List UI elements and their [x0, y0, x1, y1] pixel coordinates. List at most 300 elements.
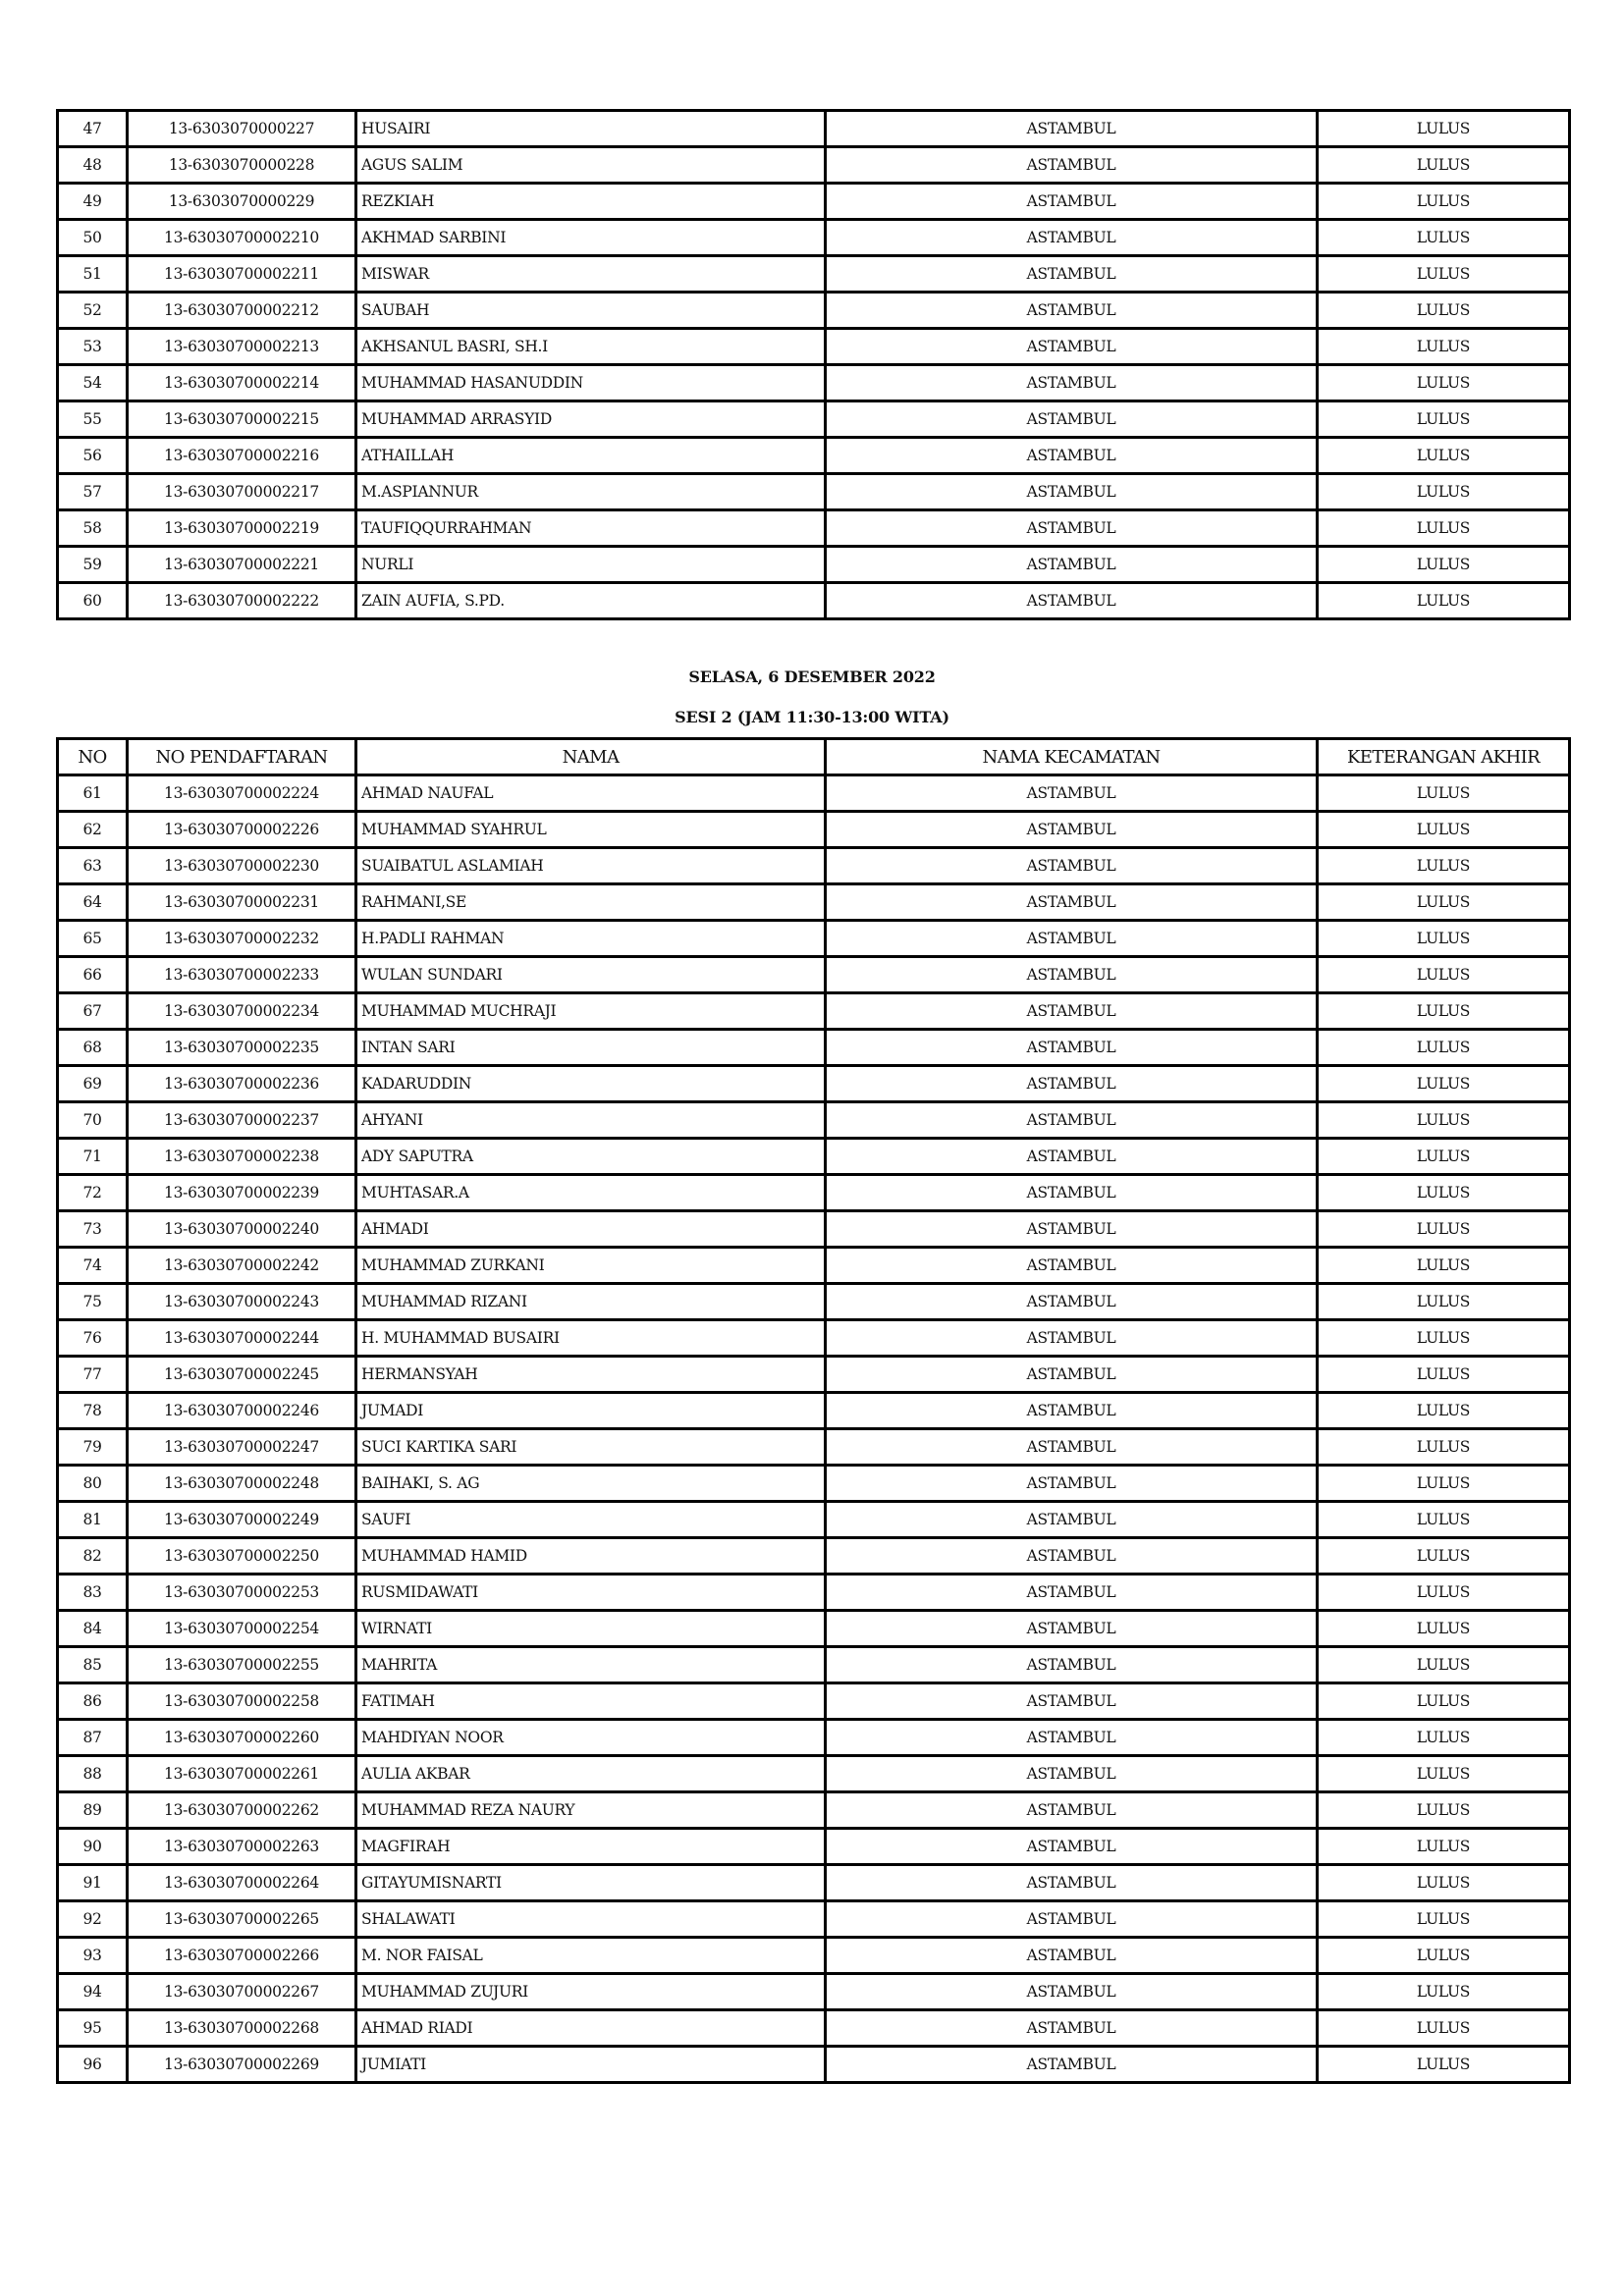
cell-no: 47	[58, 111, 128, 147]
cell-registration-number: 13-63030700002211	[128, 256, 356, 293]
cell-final-status: LULUS	[1318, 1284, 1570, 1320]
table-row	[58, 1175, 1570, 1211]
cell-final-status: LULUS	[1318, 583, 1570, 619]
cell-no: 80	[58, 1466, 128, 1502]
cell-name: WULAN SUNDARI	[356, 957, 826, 993]
table-row	[58, 921, 1570, 957]
cell-registration-number: 13-63030700002221	[128, 547, 356, 583]
column-header-no: NO	[58, 739, 128, 775]
table-row	[58, 329, 1570, 365]
cell-district: ASTAMBUL	[826, 1139, 1318, 1175]
cell-no: 63	[58, 848, 128, 884]
cell-final-status: LULUS	[1318, 1466, 1570, 1502]
cell-district: ASTAMBUL	[826, 365, 1318, 401]
cell-name: ATHAILLAH	[356, 438, 826, 474]
cell-district: ASTAMBUL	[826, 775, 1318, 812]
cell-registration-number: 13-63030700002231	[128, 884, 356, 921]
cell-district: ASTAMBUL	[826, 2047, 1318, 2083]
cell-district: ASTAMBUL	[826, 547, 1318, 583]
cell-district: ASTAMBUL	[826, 583, 1318, 619]
cell-registration-number: 13-63030700002240	[128, 1211, 356, 1248]
cell-final-status: LULUS	[1318, 1938, 1570, 1974]
cell-final-status: LULUS	[1318, 1320, 1570, 1357]
cell-district: ASTAMBUL	[826, 111, 1318, 147]
table-row	[58, 510, 1570, 547]
cell-district: ASTAMBUL	[826, 2010, 1318, 2047]
cell-final-status: LULUS	[1318, 111, 1570, 147]
cell-registration-number: 13-63030700002222	[128, 583, 356, 619]
cell-name: JUMIATI	[356, 2047, 826, 2083]
table-header-row	[58, 739, 1570, 775]
cell-no: 91	[58, 1865, 128, 1901]
table-row	[58, 1683, 1570, 1720]
column-header-name: NAMA	[356, 739, 826, 775]
table-row	[58, 1901, 1570, 1938]
table-row	[58, 547, 1570, 583]
cell-no: 88	[58, 1756, 128, 1792]
cell-district: ASTAMBUL	[826, 1102, 1318, 1139]
results-table-session-1-continued	[56, 109, 1571, 620]
cell-name: MUHTASAR.A	[356, 1175, 826, 1211]
cell-name: MUHAMMAD RIZANI	[356, 1284, 826, 1320]
cell-district: ASTAMBUL	[826, 848, 1318, 884]
cell-registration-number: 13-63030700002236	[128, 1066, 356, 1102]
cell-no: 73	[58, 1211, 128, 1248]
cell-final-status: LULUS	[1318, 438, 1570, 474]
cell-final-status: LULUS	[1318, 2047, 1570, 2083]
cell-no: 82	[58, 1538, 128, 1575]
cell-no: 81	[58, 1502, 128, 1538]
cell-district: ASTAMBUL	[826, 510, 1318, 547]
cell-final-status: LULUS	[1318, 1139, 1570, 1175]
table-row	[58, 365, 1570, 401]
cell-no: 95	[58, 2010, 128, 2047]
cell-name: AHMAD RIADI	[356, 2010, 826, 2047]
cell-no: 58	[58, 510, 128, 547]
cell-final-status: LULUS	[1318, 1102, 1570, 1139]
table-row	[58, 775, 1570, 812]
cell-final-status: LULUS	[1318, 993, 1570, 1030]
cell-registration-number: 13-6303070000228	[128, 147, 356, 184]
cell-final-status: LULUS	[1318, 256, 1570, 293]
cell-district: ASTAMBUL	[826, 957, 1318, 993]
cell-no: 59	[58, 547, 128, 583]
cell-name: M.ASPIANNUR	[356, 474, 826, 510]
cell-district: ASTAMBUL	[826, 1974, 1318, 2010]
table-row	[58, 2010, 1570, 2047]
table-row	[58, 1284, 1570, 1320]
cell-district: ASTAMBUL	[826, 1284, 1318, 1320]
cell-name: MUHAMMAD ZUJURI	[356, 1974, 826, 2010]
cell-district: ASTAMBUL	[826, 1429, 1318, 1466]
cell-name: AKHSANUL BASRI, SH.I	[356, 329, 826, 365]
cell-no: 48	[58, 147, 128, 184]
cell-registration-number: 13-63030700002226	[128, 812, 356, 848]
cell-no: 66	[58, 957, 128, 993]
cell-final-status: LULUS	[1318, 365, 1570, 401]
cell-registration-number: 13-63030700002212	[128, 293, 356, 329]
cell-registration-number: 13-63030700002245	[128, 1357, 356, 1393]
cell-district: ASTAMBUL	[826, 293, 1318, 329]
cell-registration-number: 13-63030700002254	[128, 1611, 356, 1647]
table-row	[58, 1211, 1570, 1248]
cell-no: 78	[58, 1393, 128, 1429]
cell-final-status: LULUS	[1318, 1357, 1570, 1393]
column-header-registration-number: NO PENDAFTARAN	[128, 739, 356, 775]
table-row	[58, 256, 1570, 293]
cell-no: 67	[58, 993, 128, 1030]
cell-registration-number: 13-63030700002243	[128, 1284, 356, 1320]
cell-no: 50	[58, 220, 128, 256]
cell-district: ASTAMBUL	[826, 1792, 1318, 1829]
table-row	[58, 220, 1570, 256]
cell-district: ASTAMBUL	[826, 1865, 1318, 1901]
table-row	[58, 474, 1570, 510]
cell-no: 94	[58, 1974, 128, 2010]
cell-name: MAHDIYAN NOOR	[356, 1720, 826, 1756]
cell-no: 52	[58, 293, 128, 329]
results-table-body	[58, 775, 1570, 2083]
cell-no: 76	[58, 1320, 128, 1357]
cell-name: MAHRITA	[356, 1647, 826, 1683]
cell-no: 87	[58, 1720, 128, 1756]
cell-no: 53	[58, 329, 128, 365]
cell-registration-number: 13-63030700002230	[128, 848, 356, 884]
table-row	[58, 1829, 1570, 1865]
cell-final-status: LULUS	[1318, 1720, 1570, 1756]
cell-registration-number: 13-63030700002216	[128, 438, 356, 474]
cell-registration-number: 13-63030700002267	[128, 1974, 356, 2010]
table-row	[58, 1575, 1570, 1611]
cell-final-status: LULUS	[1318, 329, 1570, 365]
table-row	[58, 1611, 1570, 1647]
cell-no: 96	[58, 2047, 128, 2083]
cell-district: ASTAMBUL	[826, 1393, 1318, 1429]
table-row	[58, 1066, 1570, 1102]
cell-no: 60	[58, 583, 128, 619]
cell-district: ASTAMBUL	[826, 1538, 1318, 1575]
cell-final-status: LULUS	[1318, 812, 1570, 848]
cell-final-status: LULUS	[1318, 1611, 1570, 1647]
cell-no: 54	[58, 365, 128, 401]
table-row	[58, 1756, 1570, 1792]
session-heading: SESI 2 (JAM 11:30-13:00 WITA)	[675, 708, 949, 726]
cell-district: ASTAMBUL	[826, 1683, 1318, 1720]
cell-district: ASTAMBUL	[826, 147, 1318, 184]
cell-district: ASTAMBUL	[826, 1030, 1318, 1066]
cell-final-status: LULUS	[1318, 1538, 1570, 1575]
table-row	[58, 1502, 1570, 1538]
cell-district: ASTAMBUL	[826, 1320, 1318, 1357]
cell-district: ASTAMBUL	[826, 1357, 1318, 1393]
cell-registration-number: 13-63030700002258	[128, 1683, 356, 1720]
cell-district: ASTAMBUL	[826, 884, 1318, 921]
cell-registration-number: 13-6303070000227	[128, 111, 356, 147]
cell-final-status: LULUS	[1318, 2010, 1570, 2047]
cell-registration-number: 13-63030700002263	[128, 1829, 356, 1865]
cell-name: ZAIN AUFIA, S.PD.	[356, 583, 826, 619]
cell-no: 77	[58, 1357, 128, 1393]
table-row	[58, 293, 1570, 329]
cell-name: WIRNATI	[356, 1611, 826, 1647]
cell-district: ASTAMBUL	[826, 921, 1318, 957]
cell-district: ASTAMBUL	[826, 1829, 1318, 1865]
cell-final-status: LULUS	[1318, 401, 1570, 438]
cell-name: AGUS SALIM	[356, 147, 826, 184]
cell-name: INTAN SARI	[356, 1030, 826, 1066]
table-row	[58, 1792, 1570, 1829]
cell-registration-number: 13-63030700002237	[128, 1102, 356, 1139]
cell-registration-number: 13-63030700002239	[128, 1175, 356, 1211]
results-table-session-2	[56, 737, 1571, 2084]
cell-final-status: LULUS	[1318, 1175, 1570, 1211]
cell-registration-number: 13-63030700002232	[128, 921, 356, 957]
table-row	[58, 993, 1570, 1030]
table-row	[58, 401, 1570, 438]
cell-name: KADARUDDIN	[356, 1066, 826, 1102]
cell-registration-number: 13-63030700002217	[128, 474, 356, 510]
cell-final-status: LULUS	[1318, 884, 1570, 921]
cell-no: 70	[58, 1102, 128, 1139]
date-heading: SELASA, 6 DESEMBER 2022	[688, 667, 936, 686]
cell-name: AHYANI	[356, 1102, 826, 1139]
cell-final-status: LULUS	[1318, 1393, 1570, 1429]
cell-registration-number: 13-6303070000229	[128, 184, 356, 220]
cell-no: 74	[58, 1248, 128, 1284]
table-row	[58, 583, 1570, 619]
cell-no: 51	[58, 256, 128, 293]
cell-no: 49	[58, 184, 128, 220]
cell-district: ASTAMBUL	[826, 1756, 1318, 1792]
table-row	[58, 1974, 1570, 2010]
cell-name: AULIA AKBAR	[356, 1756, 826, 1792]
cell-registration-number: 13-63030700002248	[128, 1466, 356, 1502]
cell-district: ASTAMBUL	[826, 1575, 1318, 1611]
cell-name: H. MUHAMMAD BUSAIRI	[356, 1320, 826, 1357]
cell-final-status: LULUS	[1318, 510, 1570, 547]
cell-final-status: LULUS	[1318, 1575, 1570, 1611]
cell-final-status: LULUS	[1318, 184, 1570, 220]
cell-name: MISWAR	[356, 256, 826, 293]
cell-final-status: LULUS	[1318, 147, 1570, 184]
table-row	[58, 147, 1570, 184]
cell-district: ASTAMBUL	[826, 1248, 1318, 1284]
cell-no: 55	[58, 401, 128, 438]
cell-registration-number: 13-63030700002260	[128, 1720, 356, 1756]
cell-district: ASTAMBUL	[826, 1647, 1318, 1683]
cell-name: SUCI KARTIKA SARI	[356, 1429, 826, 1466]
cell-registration-number: 13-63030700002219	[128, 510, 356, 547]
cell-name: M. NOR FAISAL	[356, 1938, 826, 1974]
cell-registration-number: 13-63030700002214	[128, 365, 356, 401]
cell-district: ASTAMBUL	[826, 1175, 1318, 1211]
cell-final-status: LULUS	[1318, 1502, 1570, 1538]
cell-name: NURLI	[356, 547, 826, 583]
table-row	[58, 848, 1570, 884]
cell-name: AHMAD NAUFAL	[356, 775, 826, 812]
cell-no: 68	[58, 1030, 128, 1066]
cell-no: 72	[58, 1175, 128, 1211]
cell-registration-number: 13-63030700002246	[128, 1393, 356, 1429]
cell-district: ASTAMBUL	[826, 1211, 1318, 1248]
cell-no: 83	[58, 1575, 128, 1611]
table-row	[58, 1720, 1570, 1756]
cell-name: HERMANSYAH	[356, 1357, 826, 1393]
cell-district: ASTAMBUL	[826, 1466, 1318, 1502]
cell-registration-number: 13-63030700002264	[128, 1865, 356, 1901]
cell-name: MUHAMMAD SYAHRUL	[356, 812, 826, 848]
cell-final-status: LULUS	[1318, 1829, 1570, 1865]
table-row	[58, 1466, 1570, 1502]
cell-registration-number: 13-63030700002262	[128, 1792, 356, 1829]
table-row	[58, 1429, 1570, 1466]
cell-no: 61	[58, 775, 128, 812]
cell-district: ASTAMBUL	[826, 1502, 1318, 1538]
cell-district: ASTAMBUL	[826, 220, 1318, 256]
cell-registration-number: 13-63030700002215	[128, 401, 356, 438]
cell-final-status: LULUS	[1318, 1865, 1570, 1901]
cell-district: ASTAMBUL	[826, 1901, 1318, 1938]
cell-registration-number: 13-63030700002250	[128, 1538, 356, 1575]
cell-name: GITAYUMISNARTI	[356, 1865, 826, 1901]
cell-district: ASTAMBUL	[826, 401, 1318, 438]
table-row	[58, 1248, 1570, 1284]
table-row	[58, 884, 1570, 921]
cell-final-status: LULUS	[1318, 848, 1570, 884]
column-header-district: NAMA KECAMATAN	[826, 739, 1318, 775]
table-row	[58, 1102, 1570, 1139]
cell-registration-number: 13-63030700002266	[128, 1938, 356, 1974]
table-row	[58, 1139, 1570, 1175]
table-row	[58, 1938, 1570, 1974]
cell-registration-number: 13-63030700002247	[128, 1429, 356, 1466]
cell-name: RAHMANI,SE	[356, 884, 826, 921]
cell-registration-number: 13-63030700002233	[128, 957, 356, 993]
cell-no: 93	[58, 1938, 128, 1974]
cell-name: JUMADI	[356, 1393, 826, 1429]
cell-registration-number: 13-63030700002238	[128, 1139, 356, 1175]
cell-registration-number: 13-63030700002213	[128, 329, 356, 365]
cell-final-status: LULUS	[1318, 1066, 1570, 1102]
cell-final-status: LULUS	[1318, 775, 1570, 812]
cell-name: ADY SAPUTRA	[356, 1139, 826, 1175]
cell-district: ASTAMBUL	[826, 1611, 1318, 1647]
cell-district: ASTAMBUL	[826, 993, 1318, 1030]
cell-final-status: LULUS	[1318, 1974, 1570, 2010]
cell-name: SHALAWATI	[356, 1901, 826, 1938]
cell-no: 92	[58, 1901, 128, 1938]
cell-registration-number: 13-63030700002242	[128, 1248, 356, 1284]
cell-final-status: LULUS	[1318, 921, 1570, 957]
cell-name: MUHAMMAD HAMID	[356, 1538, 826, 1575]
results-table-body	[58, 111, 1570, 619]
cell-final-status: LULUS	[1318, 1901, 1570, 1938]
cell-name: RUSMIDAWATI	[356, 1575, 826, 1611]
table-row	[58, 184, 1570, 220]
cell-no: 57	[58, 474, 128, 510]
cell-district: ASTAMBUL	[826, 474, 1318, 510]
cell-district: ASTAMBUL	[826, 1720, 1318, 1756]
table-row	[58, 957, 1570, 993]
cell-name: SAUFI	[356, 1502, 826, 1538]
cell-no: 56	[58, 438, 128, 474]
table-row	[58, 2047, 1570, 2083]
table-row	[58, 1865, 1570, 1901]
cell-final-status: LULUS	[1318, 293, 1570, 329]
cell-no: 86	[58, 1683, 128, 1720]
cell-registration-number: 13-63030700002269	[128, 2047, 356, 2083]
cell-final-status: LULUS	[1318, 1647, 1570, 1683]
cell-district: ASTAMBUL	[826, 1066, 1318, 1102]
cell-no: 89	[58, 1792, 128, 1829]
cell-name: HUSAIRI	[356, 111, 826, 147]
cell-name: AKHMAD SARBINI	[356, 220, 826, 256]
cell-registration-number: 13-63030700002235	[128, 1030, 356, 1066]
table-row	[58, 1538, 1570, 1575]
cell-name: SUAIBATUL ASLAMIAH	[356, 848, 826, 884]
cell-final-status: LULUS	[1318, 1683, 1570, 1720]
cell-name: MUHAMMAD ZURKANI	[356, 1248, 826, 1284]
table-row	[58, 1320, 1570, 1357]
cell-name: H.PADLI RAHMAN	[356, 921, 826, 957]
table-row	[58, 1647, 1570, 1683]
cell-district: ASTAMBUL	[826, 184, 1318, 220]
cell-final-status: LULUS	[1318, 1429, 1570, 1466]
cell-no: 65	[58, 921, 128, 957]
cell-no: 84	[58, 1611, 128, 1647]
cell-registration-number: 13-63030700002255	[128, 1647, 356, 1683]
table-row	[58, 1030, 1570, 1066]
table-row	[58, 812, 1570, 848]
cell-name: MUHAMMAD REZA NAURY	[356, 1792, 826, 1829]
cell-district: ASTAMBUL	[826, 329, 1318, 365]
cell-final-status: LULUS	[1318, 547, 1570, 583]
cell-final-status: LULUS	[1318, 1211, 1570, 1248]
cell-no: 90	[58, 1829, 128, 1865]
cell-no: 85	[58, 1647, 128, 1683]
cell-name: MUHAMMAD MUCHRAJI	[356, 993, 826, 1030]
cell-district: ASTAMBUL	[826, 1938, 1318, 1974]
cell-district: ASTAMBUL	[826, 812, 1318, 848]
cell-name: BAIHAKI, S. AG	[356, 1466, 826, 1502]
cell-final-status: LULUS	[1318, 1792, 1570, 1829]
cell-final-status: LULUS	[1318, 474, 1570, 510]
cell-registration-number: 13-63030700002210	[128, 220, 356, 256]
cell-registration-number: 13-63030700002268	[128, 2010, 356, 2047]
table-row	[58, 438, 1570, 474]
cell-final-status: LULUS	[1318, 1030, 1570, 1066]
table-row	[58, 1393, 1570, 1429]
cell-name: AHMADI	[356, 1211, 826, 1248]
cell-registration-number: 13-63030700002224	[128, 775, 356, 812]
cell-final-status: LULUS	[1318, 1248, 1570, 1284]
column-header-final-status: KETERANGAN AKHIR	[1318, 739, 1570, 775]
table-row	[58, 1357, 1570, 1393]
cell-no: 64	[58, 884, 128, 921]
cell-name: FATIMAH	[356, 1683, 826, 1720]
cell-final-status: LULUS	[1318, 957, 1570, 993]
cell-name: TAUFIQQURRAHMAN	[356, 510, 826, 547]
cell-registration-number: 13-63030700002249	[128, 1502, 356, 1538]
cell-registration-number: 13-63030700002253	[128, 1575, 356, 1611]
cell-name: MUHAMMAD HASANUDDIN	[356, 365, 826, 401]
cell-final-status: LULUS	[1318, 1756, 1570, 1792]
cell-no: 62	[58, 812, 128, 848]
cell-name: MAGFIRAH	[356, 1829, 826, 1865]
cell-district: ASTAMBUL	[826, 438, 1318, 474]
cell-registration-number: 13-63030700002265	[128, 1901, 356, 1938]
cell-name: REZKIAH	[356, 184, 826, 220]
